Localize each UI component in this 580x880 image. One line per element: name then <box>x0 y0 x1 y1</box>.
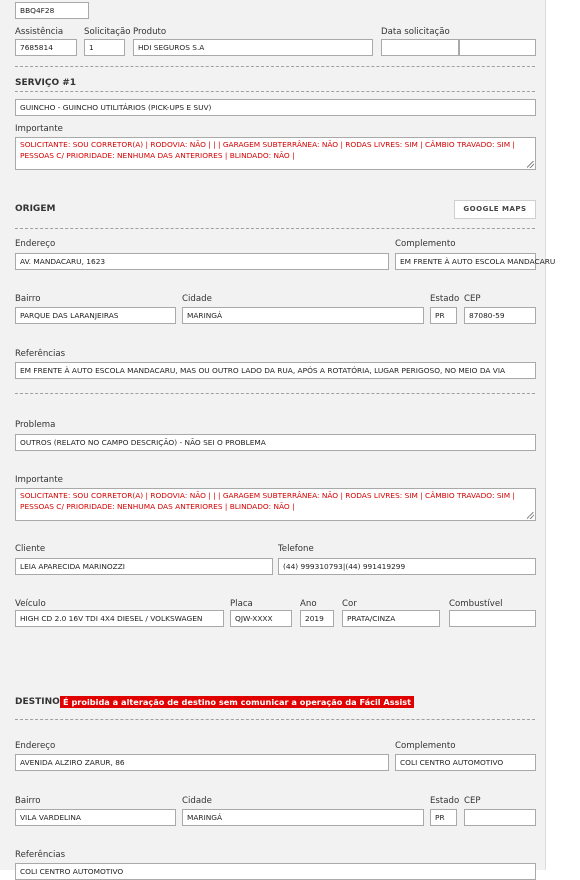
cor-field[interactable]: PRATA/CINZA <box>342 610 440 627</box>
origem-endereco-label: Endereço <box>15 239 56 249</box>
destino-estado-field[interactable]: PR <box>430 809 457 826</box>
ano-label: Ano <box>300 599 317 609</box>
veiculo-label: Veículo <box>15 599 46 609</box>
servico-importante-text: SOLICITANTE: SOU CORRETOR(A) | RODOVIA: NÃO | | | GARAGEM SUBTERRÂNEA: NÃO | RODAS LIVRES: SIM | CÂMBIO TRAVADO: SIM | PESSOAS C/ PRIORIDADE: NENHUMA DAS ANTERIORES | BLINDADO: NÃO | <box>20 140 515 160</box>
divider <box>15 393 535 394</box>
problema-importante-text: SOLICITANTE: SOU CORRETOR(A) | RODOVIA: NÃO | | | GARAGEM SUBTERRÂNEA: NÃO | RODAS LIVRES: SIM | CÂMBIO TRAVADO: SIM | PESSOAS C/ PRIORIDADE: NENHUMA DAS ANTERIORES | BLINDADO: NÃO | <box>20 491 515 511</box>
destino-bairro-field[interactable]: VILA VARDELINA <box>15 809 176 826</box>
origem-estado-field[interactable]: PR <box>430 307 457 324</box>
servico-field[interactable]: GUINCHO - GUINCHO UTILITÁRIOS (PICK-UPS E SUV) <box>15 99 536 116</box>
origem-estado-label: Estado <box>430 294 460 304</box>
veiculo-field[interactable]: HIGH CD 2.0 16V TDI 4X4 DIESEL / VOLKSWAGEN <box>15 610 224 627</box>
problema-importante-textarea[interactable] <box>15 488 536 521</box>
destino-endereco-field[interactable]: AVENIDA ALZIRO ZARUR, 86 <box>15 754 389 771</box>
resize-grip-icon[interactable] <box>527 161 534 168</box>
divider <box>15 66 535 67</box>
cliente-field[interactable]: LEIA APARECIDA MARINOZZI <box>15 558 273 575</box>
problema-field[interactable]: OUTROS (RELATO NO CAMPO DESCRIÇÃO) - NÃO SEI O PROBLEMA <box>15 434 536 451</box>
solicitacao-label: Solicitação <box>84 27 131 37</box>
destino-cep-field[interactable] <box>464 809 536 826</box>
divider <box>15 719 535 720</box>
origem-referencias-field[interactable]: EM FRENTE À AUTO ESCOLA MANDACARU, MAS OU OUTRO LADO DA RUA, APÓS A ROTATÓRIA, LUGAR PERIGOSO, NO MEIO DA VIA <box>15 362 536 379</box>
servico-title: SERVIÇO #1 <box>15 78 77 88</box>
assistencia-field[interactable]: 7685814 <box>15 39 77 56</box>
destino-referencias-field[interactable]: COLI CENTRO AUTOMOTIVO <box>15 863 536 880</box>
origem-bairro-label: Bairro <box>15 294 41 304</box>
divider <box>15 228 535 229</box>
origem-complemento-label: Complemento <box>395 239 456 249</box>
data-solicitacao-label: Data solicitação <box>381 27 450 37</box>
destino-title: DESTINO <box>15 697 60 707</box>
destino-complemento-field[interactable]: COLI CENTRO AUTOMOTIVO <box>395 754 536 771</box>
destino-warning-badge: É proibida a alteração de destino sem comunicar a operação da Fácil Assist <box>60 696 414 708</box>
solicitacao-field[interactable]: 1 <box>84 39 125 56</box>
placa-label: Placa <box>230 599 253 609</box>
origem-endereco-field[interactable]: AV. MANDACARU, 1623 <box>15 253 389 270</box>
divider <box>15 91 535 92</box>
destino-bairro-label: Bairro <box>15 796 41 806</box>
problema-label: Problema <box>15 420 56 430</box>
cor-label: Cor <box>342 599 357 609</box>
destino-complemento-label: Complemento <box>395 741 456 751</box>
origem-bairro-field[interactable]: PARQUE DAS LARANJEIRAS <box>15 307 176 324</box>
combustivel-label: Combustível <box>449 599 503 609</box>
google-maps-button[interactable]: GOOGLE MAPS <box>454 200 536 219</box>
code-field[interactable]: BBQ4F28 <box>15 2 89 19</box>
origem-cep-label: CEP <box>464 294 481 304</box>
telefone-label: Telefone <box>278 544 314 554</box>
problema-importante-label: Importante <box>15 475 63 485</box>
produto-label: Produto <box>133 27 167 37</box>
data-solicitacao-field[interactable] <box>381 39 459 56</box>
origem-title: ORIGEM <box>15 204 56 214</box>
destino-estado-label: Estado <box>430 796 460 806</box>
produto-field[interactable]: HDI SEGUROS S.A <box>133 39 373 56</box>
servico-importante-textarea[interactable] <box>15 137 536 170</box>
destino-endereco-label: Endereço <box>15 741 56 751</box>
destino-cidade-field[interactable]: MARINGÁ <box>182 809 424 826</box>
servico-importante-label: Importante <box>15 124 63 134</box>
origem-cidade-label: Cidade <box>182 294 212 304</box>
ano-field[interactable]: 2019 <box>300 610 334 627</box>
assistencia-label: Assistência <box>15 27 64 37</box>
combustivel-field[interactable] <box>449 610 536 627</box>
resize-grip-icon[interactable] <box>527 512 534 519</box>
origem-cidade-field[interactable]: MARINGÁ <box>182 307 424 324</box>
origem-referencias-label: Referências <box>15 349 66 359</box>
cliente-label: Cliente <box>15 544 46 554</box>
telefone-field[interactable]: (44) 999310793|(44) 991419299 <box>278 558 536 575</box>
hora-solicitacao-field[interactable] <box>459 39 536 56</box>
destino-referencias-label: Referências <box>15 850 66 860</box>
placa-field[interactable]: QJW-XXXX <box>230 610 292 627</box>
origem-complemento-field[interactable]: EM FRENTE À AUTO ESCOLA MANDACARU <box>395 253 536 270</box>
origem-cep-field[interactable]: 87080-59 <box>464 307 536 324</box>
destino-cidade-label: Cidade <box>182 796 212 806</box>
destino-cep-label: CEP <box>464 796 481 806</box>
